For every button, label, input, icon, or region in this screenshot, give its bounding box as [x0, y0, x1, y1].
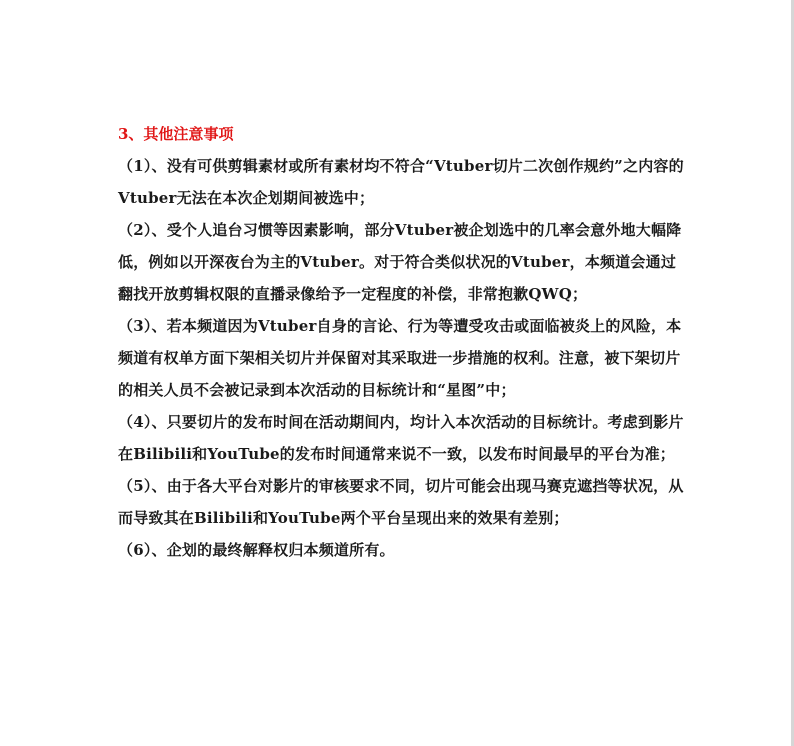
note-item-5: （5）、由于各大平台对影片的审核要求不同，切片可能会出现马赛克遮挡等状况，从而导致其在Bilibili和YouTube两个平台呈现出来的效果有差别；: [118, 477, 684, 527]
section-title: 3、其他注意事项: [118, 125, 234, 143]
note-item-4: （4）、只要切片的发布时间在活动期间内，均计入本次活动的目标统计。考虑到影片在Bilibili和YouTube的发布时间通常来说不一致，以发布时间最早的平台为准；: [118, 413, 684, 463]
note-item-3: （3）、若本频道因为Vtuber自身的言论、行为等遭受攻击或面临被炎上的风险，本频道有权单方面下架相关切片并保留对其采取进一步措施的权利。注意，被下架切片的相关人员不会被记录到本次活动的目标统计和“星图”中；: [118, 317, 682, 399]
document-body: [118, 122, 690, 566]
note-item-6: （6）、企划的最终解释权归本频道所有。: [118, 541, 395, 559]
note-item-1: （1）、没有可供剪辑素材或所有素材均不符合“Vtuber切片二次创作规约”之内容的Vtuber无法在本次企划期间被选中；: [118, 157, 684, 207]
note-item-2: （2）、受个人追台习惯等因素影响，部分Vtuber被企划选中的几率会意外地大幅降低，例如以开深夜台为主的Vtuber。对于符合类似状况的Vtuber，本频道会通过翻找开放剪辑权限的直播录像给予一定程度的补偿，非常抱歉QWQ；: [118, 221, 682, 303]
